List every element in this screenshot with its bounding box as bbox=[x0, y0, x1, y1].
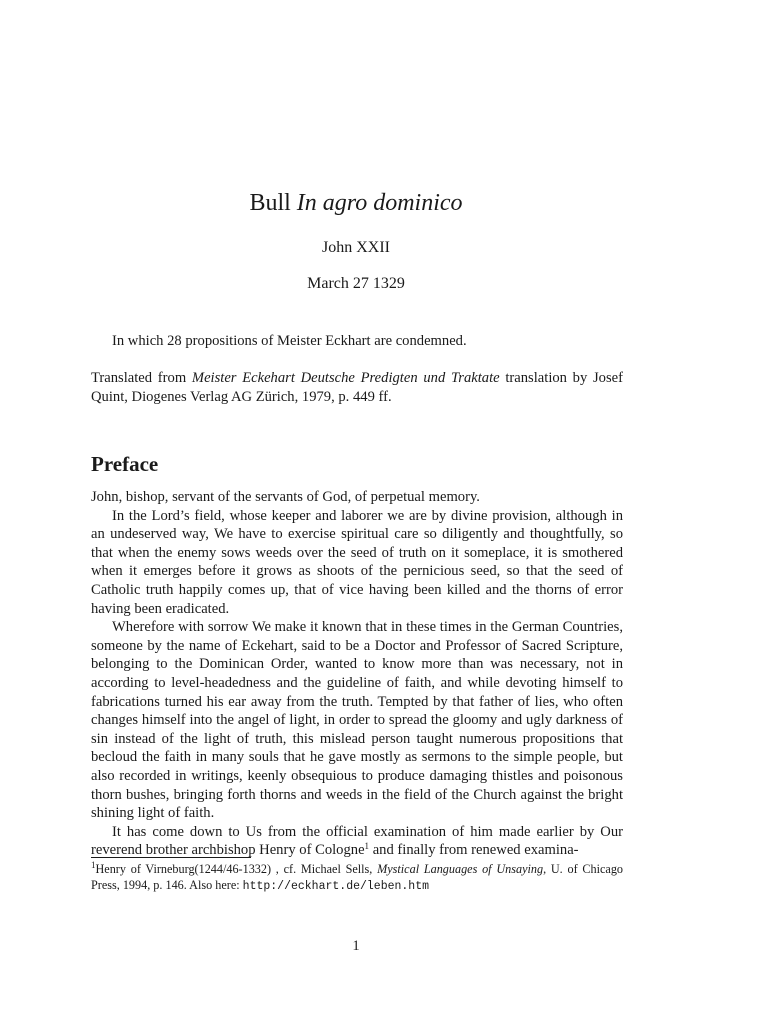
body-text bbox=[91, 488, 623, 860]
footnote-rule bbox=[91, 857, 251, 858]
translation-source: Meister Eckehart Deutsche Predigten und Traktate bbox=[191, 370, 500, 386]
translation-note bbox=[91, 369, 623, 406]
footnote-book-title: Mystical Languages of Unsaying bbox=[377, 862, 544, 876]
translation-suffix: translation by Josef Quint, Diogenes Verlag AG Zürich, 1979, p. 449 ff. bbox=[91, 370, 623, 405]
document-title bbox=[0, 188, 712, 218]
paragraph: Wherefore with sorrow We make it known that in these times in the German Countries, someone by the name of Eckehart, said to be a Doctor and Professor of Sacred Scripture, belonging to the Dominican Order, wanted to know more than was necessary, not in according to level-headedness and the guideline of faith, and while devoting himself to fabrications turned his ear away from the truth. Tempted by that father of lies, who often changes himself into the angel of light, in order to spread the gloomy and ugly darkness of sin instead of the light of truth, this mislead person taught numerous propositions that becloud the faith in many souls that he gave mostly as sermons to the simple people, but also recorded in writings, keenly obsequious to produce damaging thistles and poisonous thorn bushes, bringing forth thorns and weeds in the field of the Church against the bright shining light of faith. bbox=[91, 619, 623, 822]
abstract: In which 28 propositions of Meister Eckhart are condemned. bbox=[112, 333, 467, 349]
translation-prefix: Translated from bbox=[91, 370, 187, 386]
document-author: John XXII bbox=[322, 239, 390, 256]
footnote-number: 1 bbox=[91, 860, 96, 870]
title-italic: In agro dominico bbox=[296, 190, 463, 216]
paragraph-text-continued: and finally from renewed examina- bbox=[369, 842, 579, 859]
footnote-marker: 1 bbox=[364, 841, 370, 852]
footnote-url: http://eckhart.de/leben.htm bbox=[242, 880, 430, 893]
footnote bbox=[91, 861, 623, 895]
title-prefix: Bull bbox=[249, 190, 291, 216]
paragraph-text: It has come down to Us from the official examination of him made earlier by Our reverend brother archbishop Henry of Cologne bbox=[91, 823, 623, 859]
footnote-text-continued: , U. of Chicago Press, 1994, p. 146. Also here: bbox=[91, 862, 624, 892]
paragraph: In the Lord’s field, whose keeper and laborer we are by divine provision, although in an undeserved way, We have to exercise spiritual care so diligently and thoughtfully, so that when the enemy sows weeds over the seed of truth on it someplace, it is smothered when it emerges before it grows as shoots of the pernicious seed, so that the seed of Catholic truth happily comes up, that of vice having been killed and the thorns of error having been eradicated. bbox=[91, 507, 623, 617]
footnote-text: Henry of Virneburg(1244/46-1332) , cf. Michael Sells, bbox=[95, 862, 378, 876]
page-number: 1 bbox=[352, 938, 360, 954]
paragraph: John, bishop, servant of the servants of God, of perpetual memory. bbox=[91, 489, 480, 505]
section-heading: Preface bbox=[91, 452, 159, 476]
document-date: March 27 1329 bbox=[307, 275, 405, 292]
paragraph bbox=[91, 823, 623, 860]
